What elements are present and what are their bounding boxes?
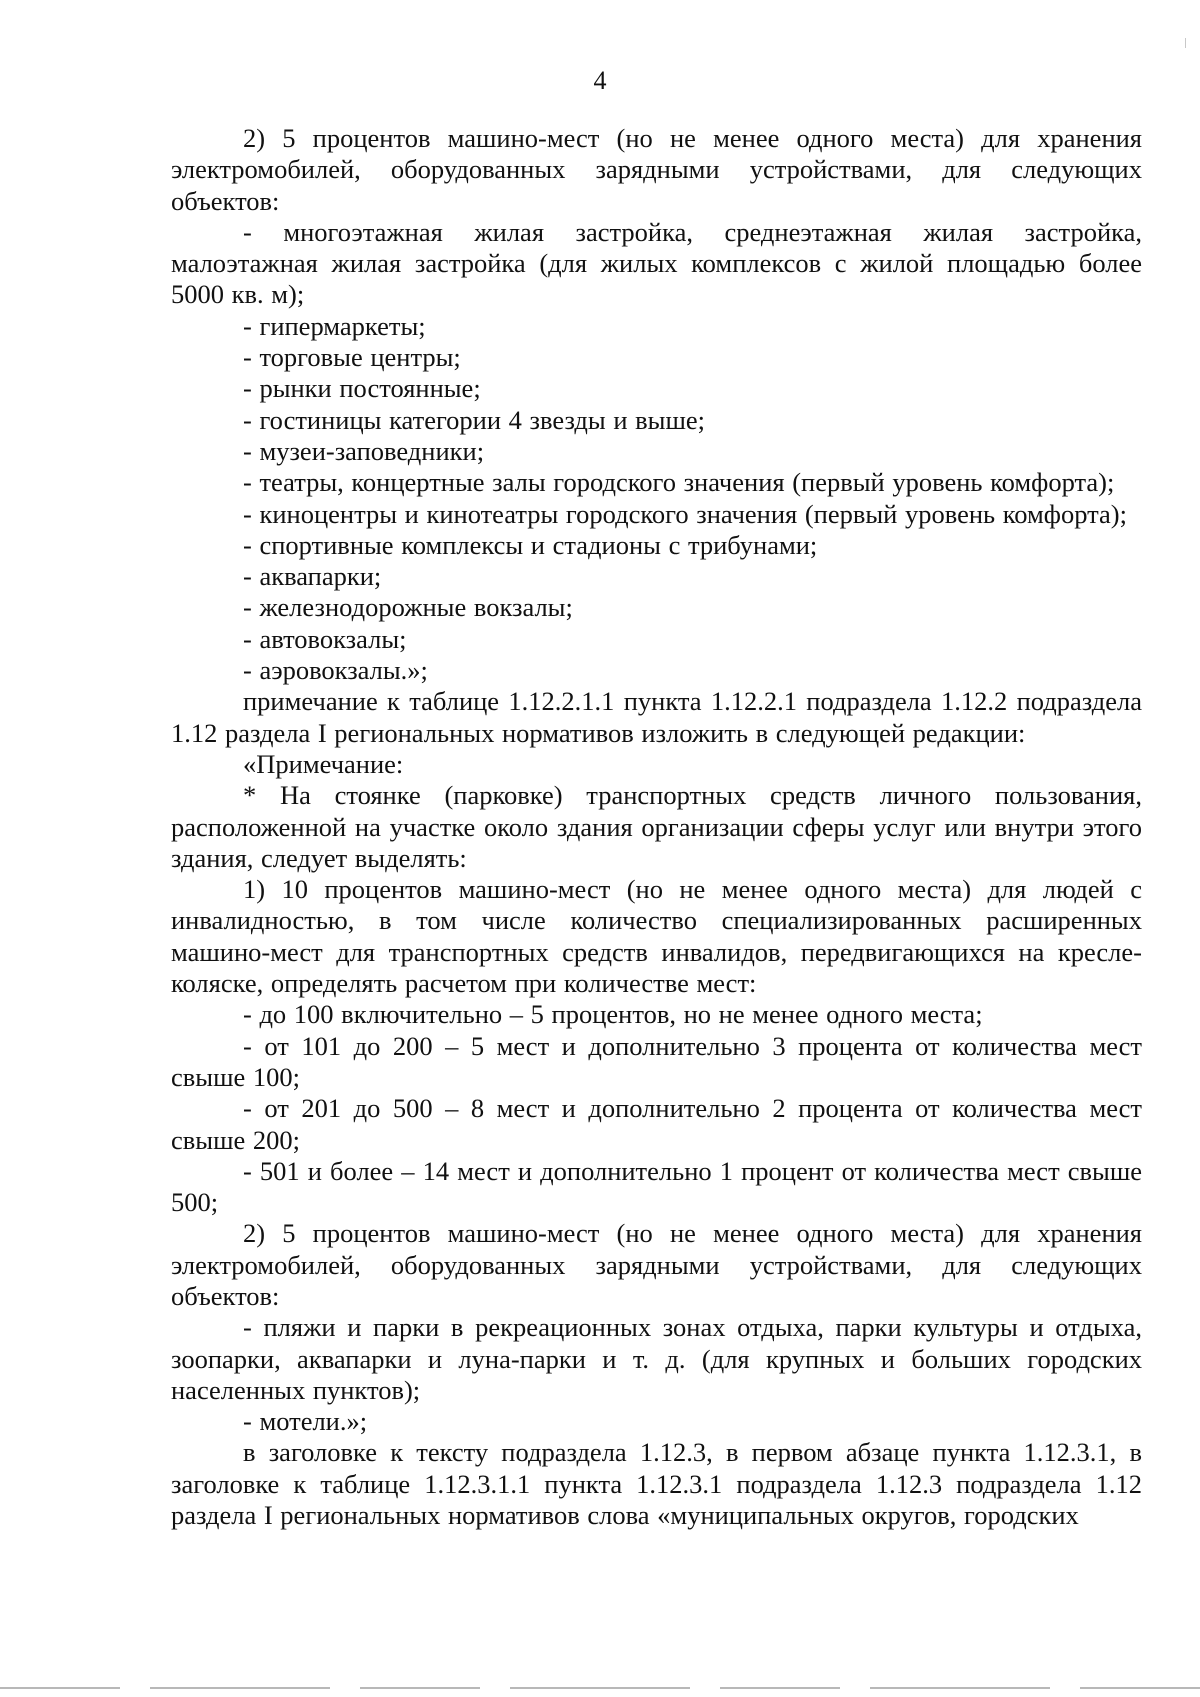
paragraph-note-title: «Примечание: — [243, 748, 404, 779]
list-item-up-to-100: - до 100 включительно – 5 процентов, но не менее одного места; — [243, 999, 983, 1030]
list-item-501-plus: - 501 и более – 14 мест и дополнительно 1 процент от количества мест свыше 500; — [171, 1155, 1142, 1218]
list-item-theatres: - театры, концертные залы городского значения (первый уровень комфорта); — [243, 467, 1115, 498]
scan-bottom-edge — [0, 1687, 1200, 1689]
list-item-beaches-parks: - пляжи и парки в рекреационных зонах отдыха, парки культуры и отдыха, зоопарки, аквапарки и луна-парки и т. д. (для крупных и больших городских населенных пунктов); — [171, 1312, 1142, 1405]
list-item-museums: - музеи-заповедники; — [243, 435, 485, 466]
paragraph-ev-share-1: 2) 5 процентов машино-мест (но не менее одного места) для хранения электромобилей, оборудованных зарядными устройствами, для следующих объектов: — [171, 123, 1142, 216]
list-item-motels: - мотели.»; — [243, 1406, 368, 1437]
paragraph-ev-share-2: 2) 5 процентов машино-мест (но не менее одного места) для хранения электромобилей, оборудованных зарядными устройствами, для следующих объектов: — [171, 1218, 1142, 1311]
scan-edge-mark — [1185, 38, 1186, 48]
list-item-hotels: - гостиницы категории 4 звезды и выше; — [243, 404, 705, 435]
paragraph-note-amendment: примечание к таблице 1.12.2.1.1 пункта 1.12.2.1 подраздела 1.12.2 подраздела 1.12 раздела I региональных нормативов изложить в следующей редакции: — [171, 686, 1142, 748]
paragraph-disabled-share: 1) 10 процентов машино-мест (но не менее одного места) для людей с инвалидностью, в том числе количество специализированных расширенных машино-мест для транспортных средств инвалидов, передвигающихся на кресле-коляске, определять расчетом при количестве мест: — [171, 874, 1142, 999]
document-body — [171, 123, 1142, 1531]
list-item-housing: - многоэтажная жилая застройка, среднеэтажная жилая застройка, малоэтажная жилая застройка (для жилых комплексов с жилой площадью более 5000 кв. м); — [171, 216, 1142, 310]
list-item-malls: - торговые центры; — [243, 342, 461, 373]
list-item-markets: - рынки постоянные; — [243, 373, 481, 404]
list-item-railway: - железнодорожные вокзалы; — [243, 592, 573, 623]
list-item-cinemas: - киноцентры и кинотеатры городского значения (первый уровень комфорта); — [243, 498, 1127, 529]
list-item-101-200: - от 101 до 200 – 5 мест и дополнительно 3 процента от количества мест свыше 100; — [171, 1030, 1142, 1092]
list-item-sports: - спортивные комплексы и стадионы с трибунами; — [243, 529, 818, 560]
list-item-201-500: - от 201 до 500 – 8 мест и дополнительно 2 процента от количества мест свыше 200; — [171, 1093, 1142, 1155]
list-item-aquaparks: - аквапарки; — [243, 561, 382, 592]
list-item-bus-stations: - автовокзалы; — [243, 623, 407, 654]
page-number: 4 — [593, 66, 607, 95]
list-item-hypermarkets: - гипермаркеты; — [243, 310, 426, 341]
paragraph-heading-amendment: в заголовке к тексту подраздела 1.12.3, в первом абзаце пункта 1.12.3.1, в заголовке к таблице 1.12.3.1.1 пункта 1.12.3.1 подраздела 1.12.3 подраздела 1.12 раздела I региональных нормативов слова «муниципальных округов, городских — [171, 1437, 1142, 1531]
paragraph-note-body: * На стоянке (парковке) транспортных средств личного пользования, расположенной на участке около здания организации сферы услуг или внутри этого здания, следует выделять: — [171, 780, 1142, 873]
list-item-airports: - аэровокзалы.»; — [243, 655, 428, 686]
